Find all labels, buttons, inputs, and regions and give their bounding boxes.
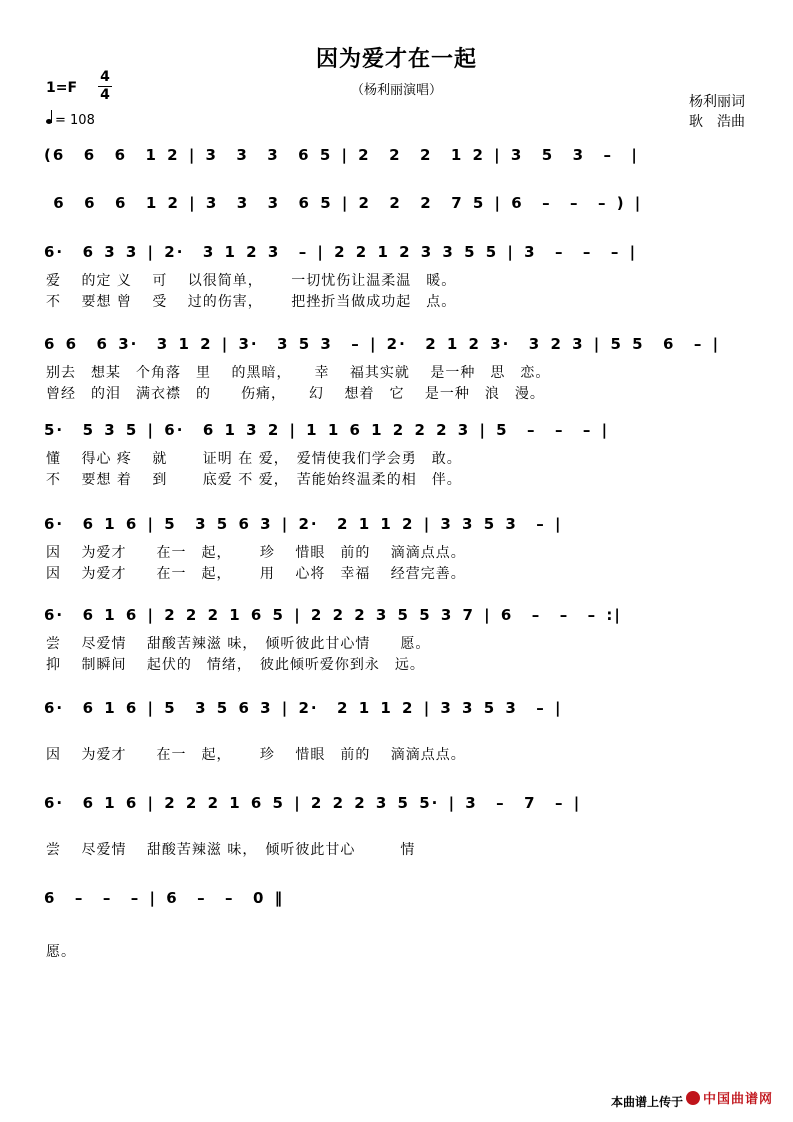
song-title: 因为爱才在一起	[315, 47, 477, 72]
meter-top: 4	[100, 69, 110, 85]
lyric-line: 尝 尽爱情 甜酸苦辣滋 味， 倾听彼此甘心 情	[46, 842, 416, 858]
quarter-note-icon	[46, 119, 52, 124]
notation-line: 6 6 6 1 2 | 3 3 3 6 5 | 2 2 2 7 5 | 6 – – – ) |	[44, 194, 643, 212]
lyric-line: 曾经 的泪 满衣襟 的 伤痛， 幻 想着 它 是一种 浪 漫。	[46, 386, 545, 402]
lyric-line: 爱 的定 义 可 以很简单， 一切忧伤让温柔温 暖。	[46, 273, 457, 289]
lyric-line: 懂 得心 疼 就 证明 在 爱， 爱情使我们学会勇 敢。	[46, 451, 462, 467]
notation-line: 6· 6 1 6 | 2 2 2 1 6 5 | 2 2 2 3 5 5· | 3 – 7 – |	[44, 794, 582, 812]
notation-line: 5· 5 3 5 | 6· 6 1 3 2 | 1 1 6 1 2 2 2 3 | 5 – – – |	[44, 421, 610, 439]
key-signature: 1=F	[46, 80, 78, 96]
lyric-line: 因 为爱才 在一 起， 珍 惜眼 前的 滴滴点点。	[46, 747, 466, 763]
tempo-marking	[46, 113, 95, 128]
credits	[689, 92, 745, 132]
time-signature	[98, 70, 112, 103]
lyric-line: 尝 尽爱情 甜酸苦辣滋 味， 倾听彼此甘心情 愿。	[46, 636, 431, 652]
lyric-line: 因 为爱才 在一 起， 用 心将 幸福 经营完善。	[46, 566, 466, 582]
lyric-line: 不 要想 着 到 底爱 不 爱， 苦能始终温柔的相 伴。	[46, 472, 462, 488]
site-logo	[686, 1088, 774, 1107]
lyric-line: 别去 想某 个角落 里 的黑暗， 幸 福其实就 是一种 思 恋。	[46, 365, 551, 381]
lyric-line: 因 为爱才 在一 起， 珍 惜眼 前的 滴滴点点。	[46, 545, 466, 561]
composer: 耿 浩曲	[689, 114, 745, 130]
meter-bottom: 4	[100, 87, 110, 103]
lyric-line: 抑 制瞬间 起伏的 情绪， 彼此倾听爱你到永 远。	[46, 657, 425, 673]
lyric-line: 不 要想 曾 受 过的伤害， 把挫折当做成功起 点。	[46, 294, 457, 310]
notation-line: (6 6 6 1 2 | 3 3 3 6 5 | 2 2 2 1 2 | 3 5 3 – |	[44, 146, 639, 164]
tempo-value: = 108	[55, 113, 95, 128]
upload-note: 本曲谱上传于	[610, 1095, 683, 1109]
notation-line: 6· 6 1 6 | 5 3 5 6 3 | 2· 2 1 1 2 | 3 3 5 3 – |	[44, 699, 563, 717]
notation-line: 6· 6 3 3 | 2· 3 1 2 3 – | 2 2 1 2 3 3 5 5 | 3 – – – |	[44, 243, 638, 261]
notation-line: 6· 6 1 6 | 2 2 2 1 6 5 | 2 2 2 3 5 5 3 7 | 6 – – – :|	[44, 606, 622, 624]
site-logo-icon	[686, 1091, 700, 1105]
notation-line: 6 6 6 3· 3 1 2 | 3· 3 5 3 – | 2· 2 1 2 3· 3 2 3 | 5 5 6 – |	[44, 335, 721, 353]
notation-line: 6 – – – | 6 – – 0 ‖	[44, 889, 285, 907]
site-name: 中国曲谱网	[703, 1092, 774, 1107]
lyric-line: 愿。	[46, 944, 76, 960]
notation-line: 6· 6 1 6 | 5 3 5 6 3 | 2· 2 1 1 2 | 3 3 5 3 – |	[44, 515, 563, 533]
lyricist: 杨利丽词	[689, 94, 745, 110]
song-subtitle: （杨利丽演唱）	[350, 83, 442, 98]
